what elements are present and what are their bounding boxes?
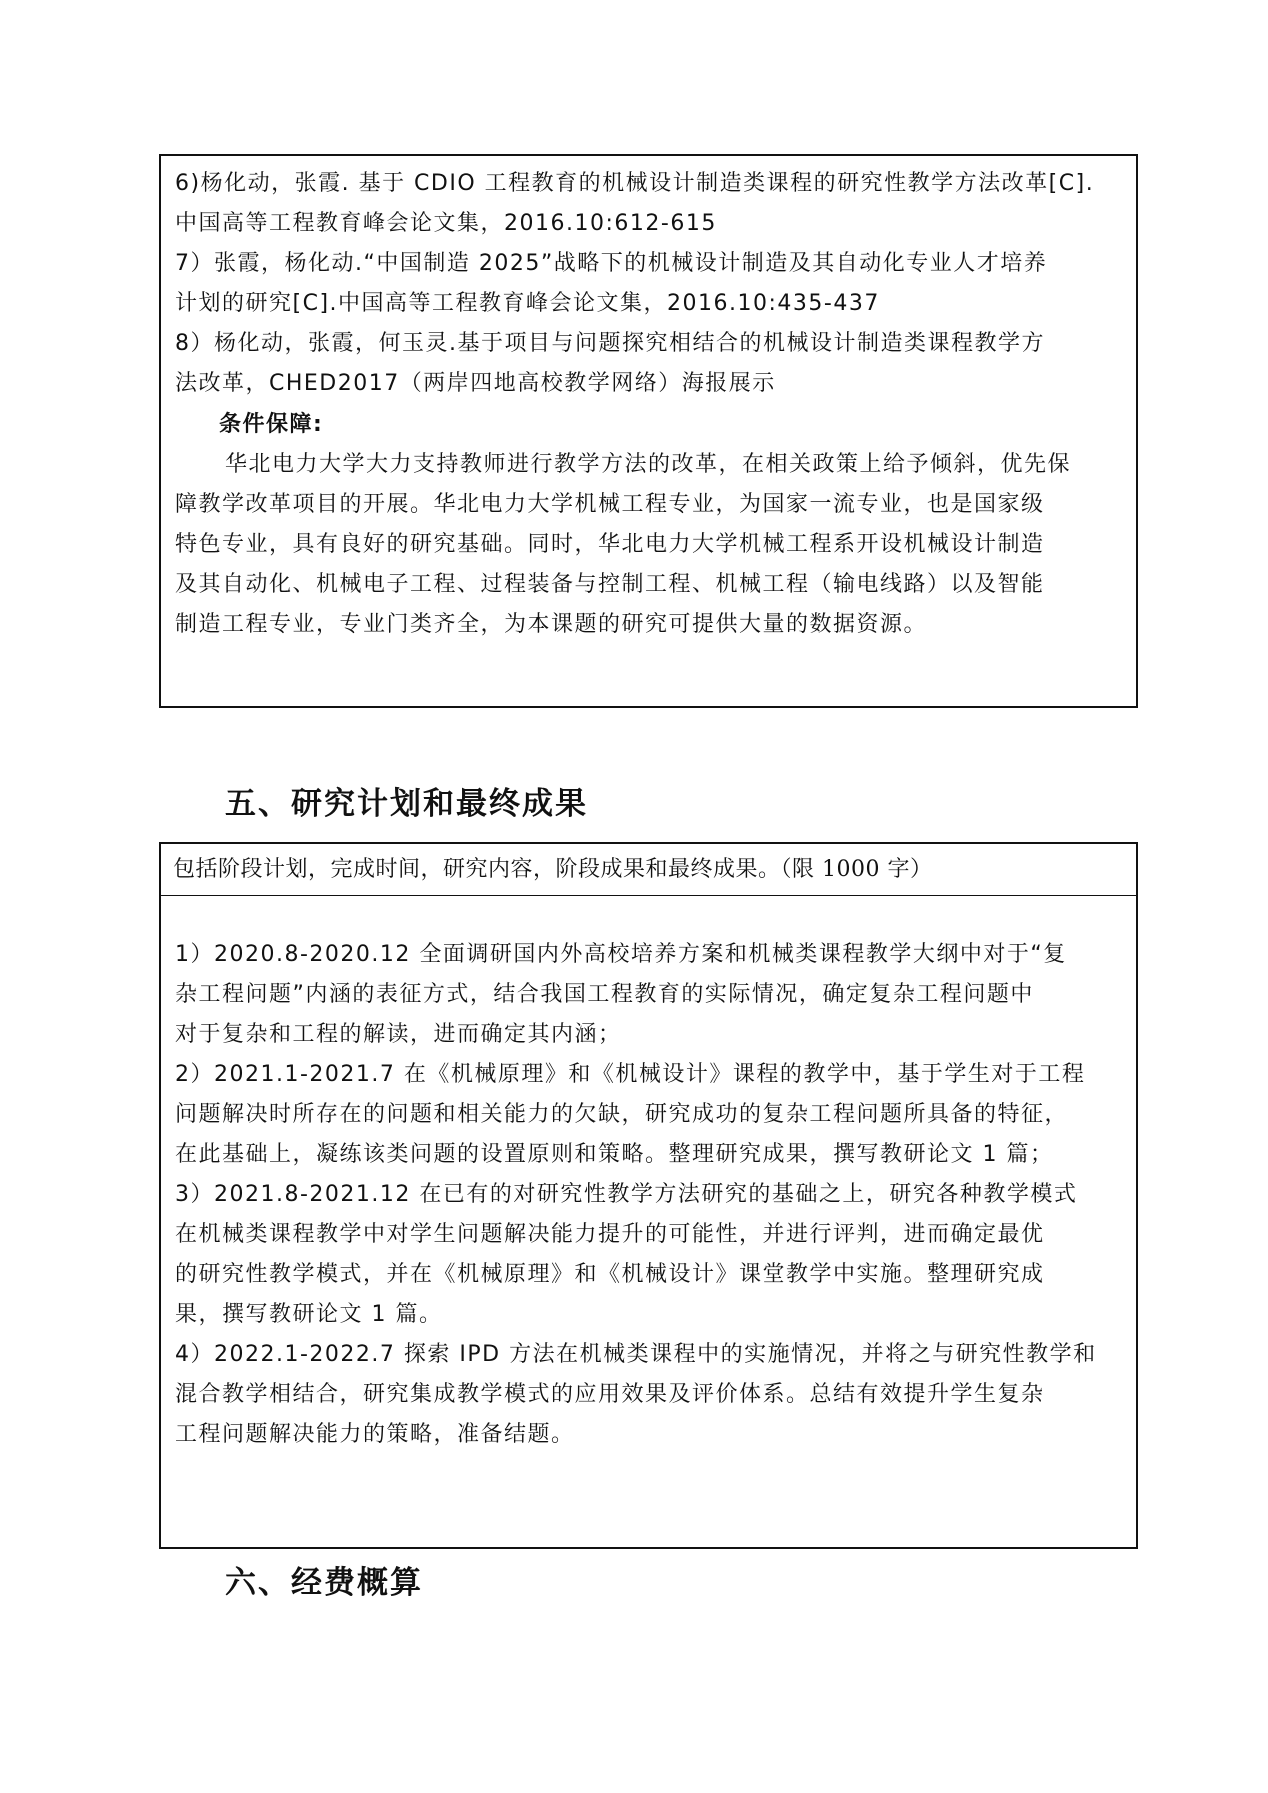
- plan-line: 4）2022.1-2022.7 探索 IPD 方法在机械类课程中的实施情况，并将之与研究性教学和: [175, 1342, 1097, 1367]
- conditions-line: 华北电力大学大力支持教师进行教学方法的改革，在相关政策上给予倾斜，优先保: [225, 452, 1072, 477]
- conditions-line: 及其自动化、机械电子工程、过程装备与控制工程、机械工程（输电线路）以及智能: [175, 572, 1045, 597]
- reference-line: 8）杨化动，张霞，何玉灵.基于项目与问题探究相结合的机械设计制造类课程教学方: [175, 331, 1045, 356]
- reference-line: 计划的研究[C].中国高等工程教育峰会论文集，2016.10:435-437: [175, 291, 880, 316]
- plan-line: 问题解决时所存在的问题和相关能力的欠缺，研究成功的复杂工程问题所具备的特征，: [175, 1102, 1069, 1127]
- plan-line: 3）2021.8-2021.12 在已有的对研究性教学方法研究的基础之上，研究各种教学模式: [175, 1182, 1078, 1207]
- conditions-line: 制造工程专业，专业门类齐全，为本课题的研究可提供大量的数据资源。: [175, 612, 928, 637]
- plan-line: 果，撰写教研论文 1 篇。: [175, 1302, 443, 1327]
- reference-line: 7）张霞，杨化动.“中国制造 2025”战略下的机械设计制造及其自动化专业人才培养: [175, 251, 1048, 276]
- conditions-line: 特色专业，具有良好的研究基础。同时，华北电力大学机械工程系开设机械设计制造: [175, 532, 1045, 557]
- research-plan-header-row: [161, 844, 1136, 896]
- plan-line: 2）2021.1-2021.7 在《机械原理》和《机械设计》课程的教学中，基于学生对于工程: [175, 1062, 1086, 1087]
- plan-line: 在此基础上，凝练该类问题的设置原则和策略。整理研究成果，撰写教研论文 1 篇；: [175, 1142, 1054, 1167]
- research-plan-box: [159, 842, 1138, 1549]
- reference-line: 法改革，CHED2017（两岸四地高校教学网络）海报展示: [175, 371, 776, 396]
- plan-line: 在机械类课程教学中对学生问题解决能力提升的可能性，并进行评判，进而确定最优: [175, 1222, 1045, 1247]
- section5-heading: 五、研究计划和最终成果: [225, 786, 588, 822]
- plan-line: 1）2020.8-2020.12 全面调研国内外高校培养方案和机械类课程教学大纲中对于“复: [175, 942, 1067, 967]
- conditions-line: 障教学改革项目的开展。华北电力大学机械工程专业，为国家一流专业，也是国家级: [175, 492, 1045, 517]
- reference-line: 6)杨化动，张霞. 基于 CDIO 工程教育的机械设计制造类课程的研究性教学方法改革[C].: [175, 171, 1095, 196]
- plan-line: 的研究性教学模式，并在《机械原理》和《机械设计》课堂教学中实施。整理研究成: [175, 1262, 1045, 1287]
- research-plan-header: 包括阶段计划，完成时间，研究内容，阶段成果和最终成果。（限 1000 字）: [173, 857, 933, 882]
- plan-line: 混合教学相结合，研究集成教学模式的应用效果及评价体系。总结有效提升学生复杂: [175, 1382, 1045, 1407]
- conditions-title: 条件保障:: [219, 412, 324, 437]
- plan-line: 工程问题解决能力的策略，准备结题。: [175, 1422, 575, 1447]
- reference-line: 中国高等工程教育峰会论文集，2016.10:612-615: [175, 211, 717, 236]
- plan-line: 杂工程问题”内涵的表征方式，结合我国工程教育的实际情况，确定复杂工程问题中: [175, 982, 1034, 1007]
- references-box: [159, 154, 1138, 708]
- section6-heading: 六、经费概算: [225, 1565, 423, 1601]
- plan-line: 对于复杂和工程的解读，进而确定其内涵；: [175, 1022, 622, 1047]
